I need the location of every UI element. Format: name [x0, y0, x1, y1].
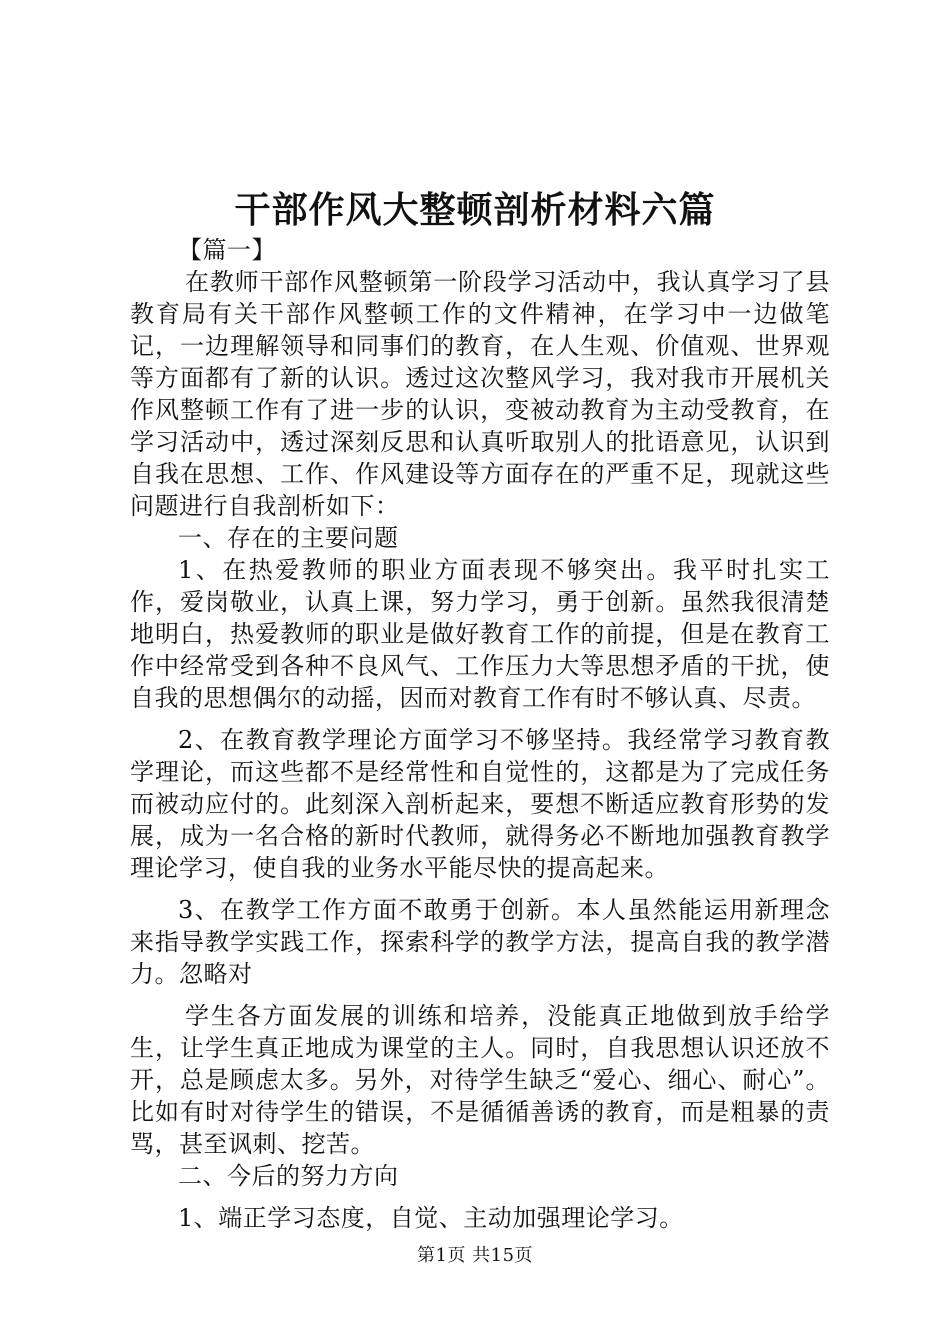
paragraph-intro: 在教师干部作风整顿第一阶段学习活动中，我认真学习了县教育局有关干部作风整顿工作的文件精神，在学习中一边做笔记，一边理解领导和同事们的教育，在人生观、价值观、世界观等方面都有了新的认识。透过这次整风学习，我对我市开展机关作风整顿工作有了进一步的认识，变被动教育为主动受教育，在学习活动中，透过深刻反思和认真听取别人的批语意见，认识到自我在思想、工作、作风建设等方面存在的严重不足，现就这些问题进行自我剖析如下： [130, 268, 830, 520]
page-number-footer: 第1页 共15页 [416, 1245, 534, 1266]
document-title: 干部作风大整顿剖析材料六篇 [234, 189, 716, 231]
heading-main-problems: 一、存在的主要问题 [178, 524, 399, 552]
heading-future-direction: 二、今后的努力方向 [178, 1162, 399, 1190]
section-marker: 【篇一】 [178, 236, 276, 264]
paragraph-item-2: 2、在教育教学理论方面学习不够坚持。我经常学习教育教学理论，而这些都不是经常性和自觉性的，这都是为了完成任务而被动应付的。此刻深入剖析起来，要想不断适应教育形势的发展，成为一名合格的新时代教师，就得务必不断地加强教育教学理论学习，使自我的业务水平能尽快的提高起来。 [130, 726, 830, 882]
paragraph-future-item-1: 1、端正学习态度，自觉、主动加强理论学习。 [178, 1204, 684, 1232]
document-body [130, 234, 830, 1234]
paragraph-item-3-continued: 学生各方面发展的训练和培养，没能真正地做到放手给学生，让学生真正地成为课堂的主人。同时，自我思想认识还放不开，总是顾虑太多。另外，对待学生缺乏“爱心、细心、耐心”。比如有时对待学生的错误，不是循循善诱的教育，而是粗暴的责骂，甚至讽刺、挖苦。 [130, 1002, 830, 1158]
paragraph-item-1: 1、在热爱教师的职业方面表现不够突出。我平时扎实工作，爱岗敬业，认真上课，努力学习，勇于创新。虽然我很清楚地明白，热爱教师的职业是做好教育工作的前提，但是在教育工作中经常受到各种不良风气、工作压力大等思想矛盾的干扰，使自我的思想偶尔的动摇，因而对教育工作有时不够认真、尽责。 [130, 556, 830, 712]
paragraph-item-3: 3、在教学工作方面不敢勇于创新。本人虽然能运用新理念来指导教学实践工作，探索科学的教学方法，提高自我的教学潜力。忽略对 [130, 896, 830, 988]
